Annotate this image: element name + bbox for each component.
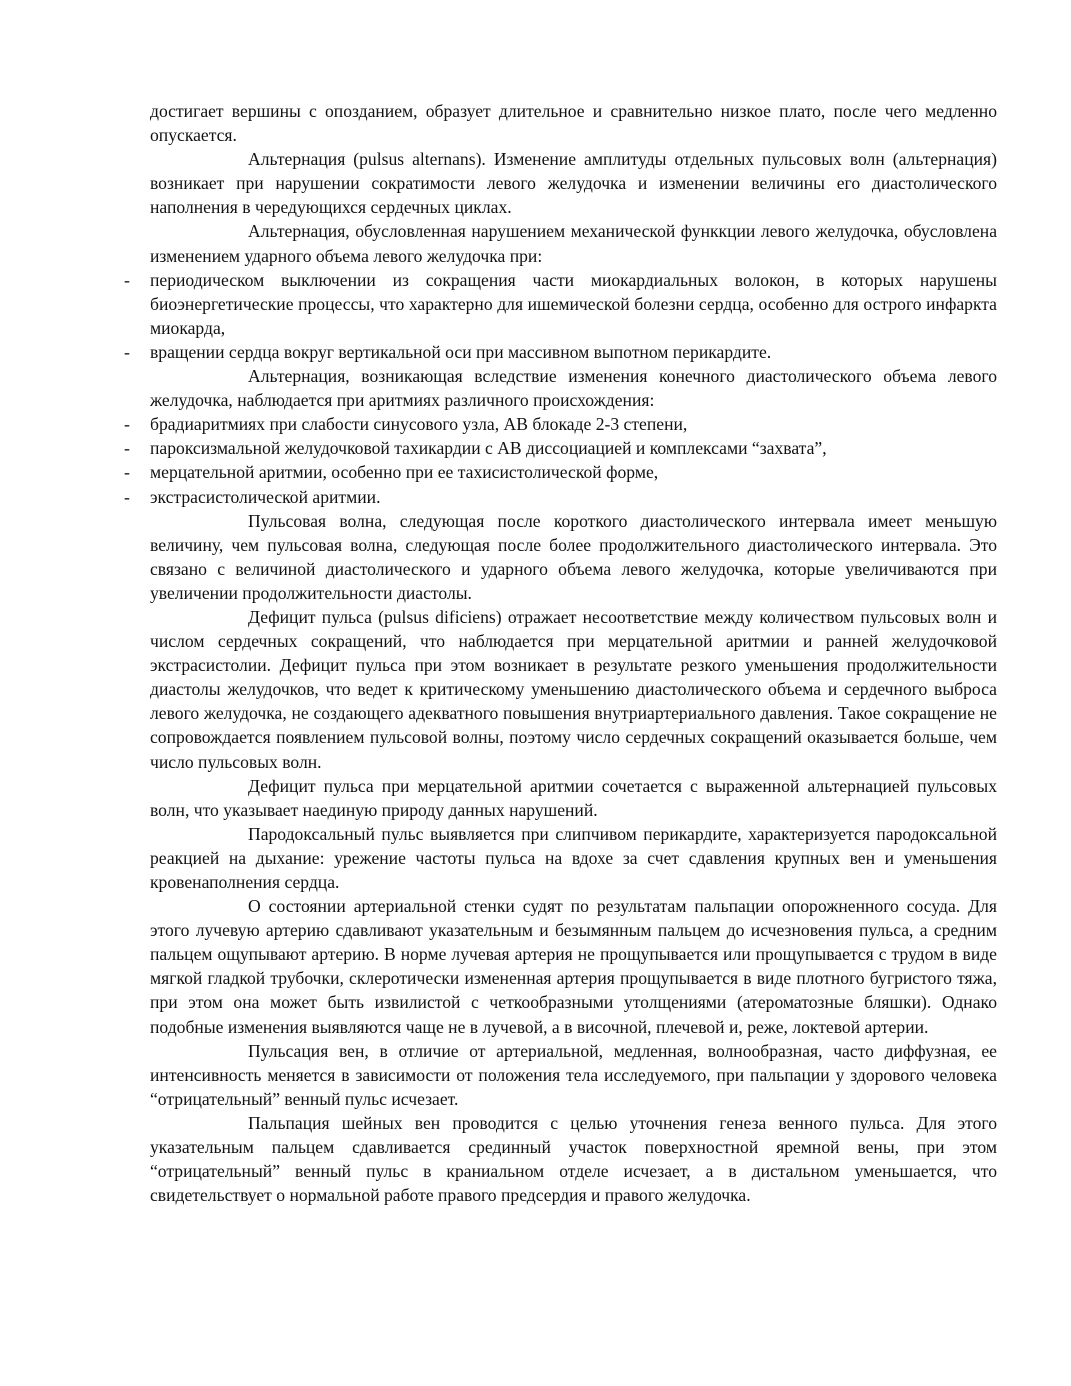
list-item: - вращении сердца вокруг вертикальной оси при массивном выпотном перикардите. (150, 340, 997, 364)
paragraph-neck-veins: Пальпация шейных вен проводится с целью уточнения генеза венного пульса. Для этого указательным пальцем сдавливается срединный участок поверхностной яремной вены, при этом “отрицательный” венный пульс в краниальном отделе исчезает, а в дистальном уменьшается, что свидетельствует о нормальной работе правого предсердия и правого желудочка. (150, 1112, 997, 1206)
paragraph-pulse-wave: Пульсовая волна, следующая после короткого диастолического интервала имеет меньшую величину, чем пульсовая волна, следующая после более продолжительного диастолического интервала. Это связано с величиной диастолического и ударного объема левого желудочка, которые увеличиваются при увеличении продолжительности диастолы. (150, 510, 997, 603)
paragraph-alternation-mechanical: Альтернация, обусловленная нарушением механической функкции левого желудочка, обусловлена изменением ударного объема левого желудочка при: (150, 221, 997, 266)
paragraph-pulse-deficit: Дефицит пульса (pulsus dificiens) отражает несоответствие между количеством пульсовых волн и числом сердечных сокращений, что наблюдается при мерцательной аритмии и ранней желудочковой экстрасистолии. Дефицит пульса при этом возникает в результате резкого уменьшения продолжительности диастолы желудочков, что ведет к критическому уменьшению диастолического объема и сердечного выброса левого желудочка, не создающего адекватного повышения внутриартериального давления. Такое сокращение не сопровождается появлением пульсовой волны, поэтому число сердечных сокращений оказывается больше, чем число пульсовых волн. (150, 606, 997, 772)
list-item: - экстрасистолической аритмии. (150, 485, 997, 509)
document-page (124, 99, 997, 1207)
dash-bullet: - (124, 462, 130, 483)
dash-bullet: - (124, 438, 130, 459)
dash-bullet: - (124, 269, 130, 290)
dash-bullet: - (124, 414, 130, 435)
list-item: - брадиаритмиях при слабости синусового узла, АВ блокаде 2-3 степени, (150, 412, 997, 436)
paragraph-deficit-alternation: Дефицит пульса при мерцательной аритмии сочетается с выраженной альтернацией пульсовых волн, что указывает наединую природу данных нарушений. (150, 775, 997, 820)
list-mechanical-causes (124, 268, 997, 364)
paragraph-arterial-wall: О состоянии артериальной стенки судят по результатам пальпации опорожненного сосуда. Для этого лучевую артерию сдавливают указательным и безымянным пальцем до исчезновения пульса, а средним пальцем ощупывают артерию. В норме лучевая артерия не прощупывается или прощупывается с трудом в виде мягкой гладкой трубочки, склеротически измененная артерия прощупывается в виде плотного бугристого тяжа, при этом она может быть извилистой с четкообразными утолщениями (атероматозные бляшки). Однако подобные изменения выявляются чаще не в лучевой, а в височной, плечевой и, реже, локтевой артерии. (150, 896, 997, 1037)
paragraph-vein-pulsation: Пульсация вен, в отличие от артериальной, медленная, волнообразная, часто диффузная, ее интенсивность меняется в зависимости от положения тела исследуемого, при пальпации у здорового человека “отрицательный” венный пульс исчезает. (150, 1040, 997, 1109)
list-item: - пароксизмальной желудочковой тахикардии с АВ диссоциацией и комплексами “захвата”, (150, 436, 997, 460)
dash-bullet: - (124, 341, 130, 362)
list-item: - мерцательной аритмии, особенно при ее тахисистолической форме, (150, 460, 997, 484)
paragraph-paradoxical-pulse: Пародоксальный пульс выявляется при слипчивом перикардите, характеризуется пародоксальной реакцией на дыхание: урежение частоты пульса на вдохе за счет сдавления крупных вен и уменьшения кровенаполнения сердца. (150, 823, 997, 892)
paragraph-continuation: достигает вершины с опозданием, образует длительное и сравнительно низкое плато, после чего медленно опускается. (150, 101, 997, 146)
paragraph-pulsus-alternans: Альтернация (pulsus alternans). Изменение амплитуды отдельных пульсовых волн (альтернация) возникает при нарушении сократимости левого желудочка и изменении величины его диастолического наполнения в чередующихся сердечных циклах. (150, 149, 997, 218)
dash-bullet: - (124, 486, 130, 507)
paragraph-alternation-arrhythmia: Альтернация, возникающая вследствие изменения конечного диастолического объема левого желудочка, наблюдается при аритмиях различного происхождения: (150, 366, 997, 411)
list-item: - периодическом выключении из сокращения части миокардиальных волокон, в которых нарушены биоэнергетические процессы, что характерно для ишемической болезни сердца, особенно для острого инфаркта миокарда, (124, 269, 997, 338)
list-arrhythmia-causes (124, 412, 997, 508)
